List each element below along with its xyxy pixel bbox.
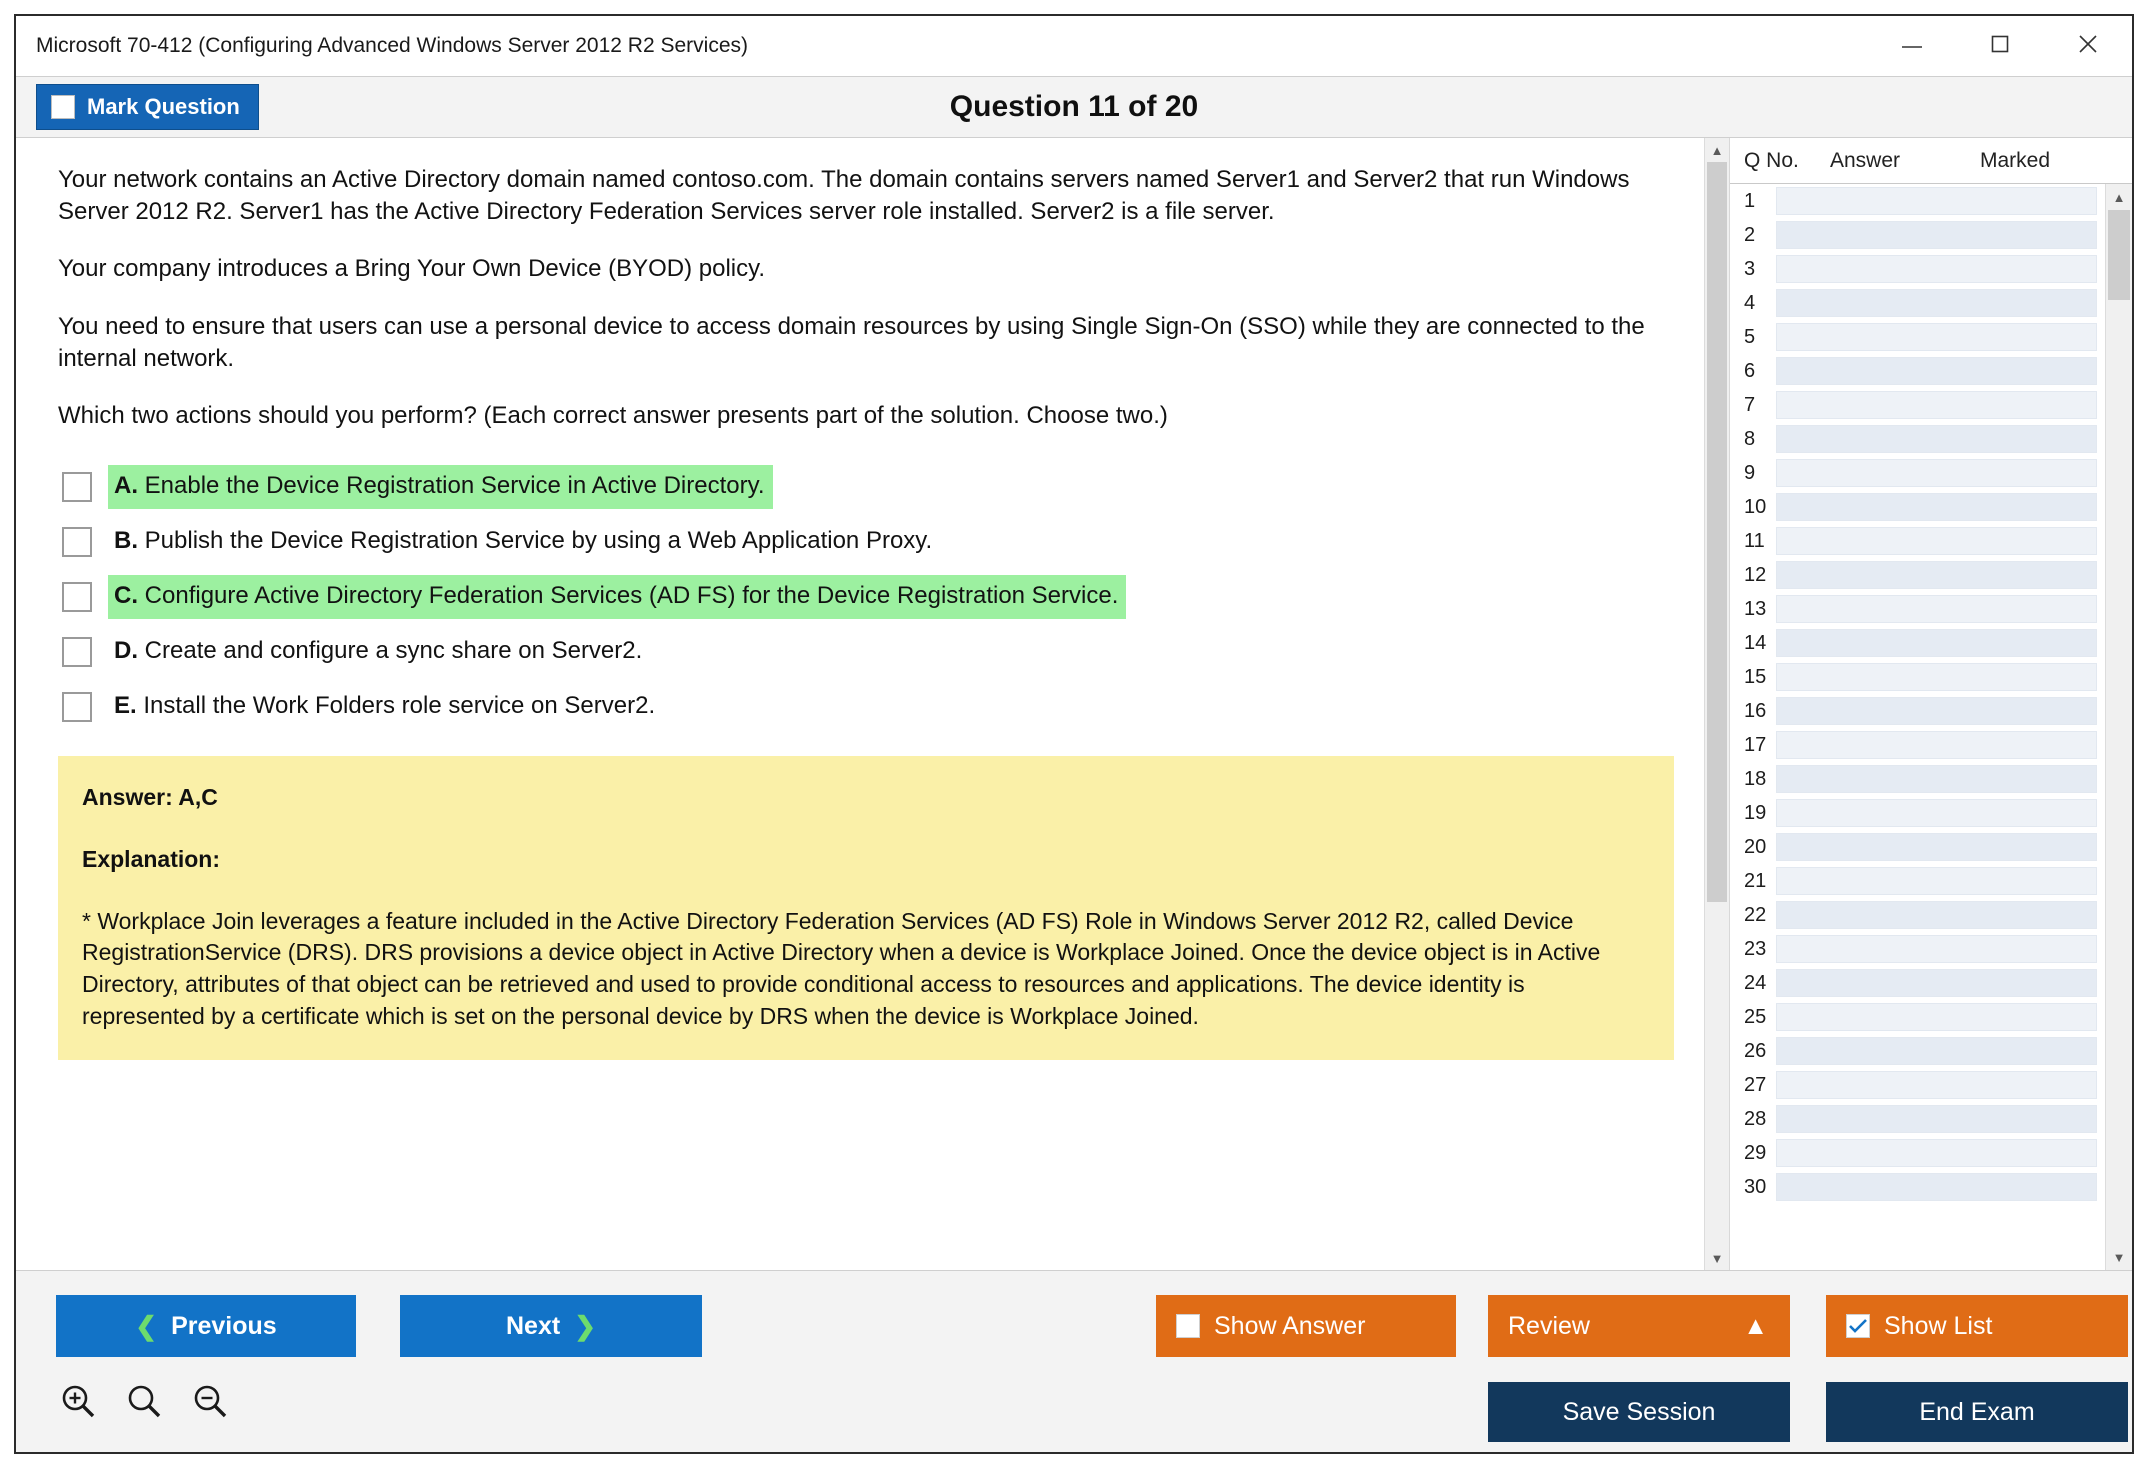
list-scroll-track[interactable] [2106,210,2132,1244]
question-list-row-number: 12 [1744,563,1767,586]
column-answer: Answer [1830,148,1901,172]
minimize-icon[interactable] [1868,16,1956,72]
question-list-row-status [1776,901,2097,929]
question-list-row-status [1776,425,2097,453]
scroll-thumb [1707,162,1727,902]
question-list-row-status [1776,323,2097,351]
column-qno: Q No. [1744,148,1799,172]
chevron-right-icon: ❯ [574,1310,596,1341]
question-list-row[interactable] [1730,320,2105,354]
question-list-row-number: 20 [1744,835,1767,858]
question-list-rows[interactable] [1730,184,2105,1270]
option-d-label: Create and configure a sync share on Server2. [144,637,643,665]
question-paragraph-1: Your network contains an Active Directory domain named contoso.com. The domain contains servers named Server1 and Server2 that run Windows Server 2012 R2. Server1 has the Active Directory Federation Services server role installed. Server2 is a file server. [58,166,1630,225]
option-b[interactable] [58,521,1674,563]
option-b-text [108,520,940,564]
option-a-text [108,465,773,509]
chevron-up-icon: ▲ [1743,1311,1768,1340]
question-list-row-number: 25 [1744,1005,1767,1028]
option-a-checkbox[interactable] [62,472,92,502]
question-list-row[interactable] [1730,728,2105,762]
question-list-row[interactable] [1730,1170,2105,1204]
question-list-row[interactable] [1730,524,2105,558]
question-pane [16,138,1730,1270]
answer-explanation-panel [58,756,1674,1060]
question-list-row-status [1776,493,2097,521]
question-list-row-number: 9 [1744,461,1756,484]
question-list-row-number: 10 [1744,495,1767,518]
question-list-row[interactable] [1730,796,2105,830]
question-list-row[interactable] [1730,388,2105,422]
question-counter: Question 11 of 20 [949,90,1199,123]
list-scroll-down-icon[interactable]: ▼ [2106,1244,2132,1270]
question-list-row-status [1776,255,2097,283]
question-list-row[interactable] [1730,558,2105,592]
question-list-row-number: 1 [1744,189,1756,212]
window-controls [1868,16,2132,76]
option-a-label: Enable the Device Registration Service in Active Directory. [144,472,765,500]
question-list-row-number: 26 [1744,1039,1767,1062]
column-marked: Marked [1980,148,2051,172]
option-e[interactable] [58,686,1674,728]
question-list-body [1730,184,2132,1270]
next-button[interactable] [400,1295,702,1357]
question-list-row[interactable] [1730,1136,2105,1170]
zoom-controls [56,1379,232,1423]
question-list-row[interactable] [1730,932,2105,966]
answer-line: Answer: A,C [82,784,218,811]
option-d-letter: D. [114,637,138,665]
question-list-row-number: 24 [1744,971,1767,994]
question-list-row-status [1776,1071,2097,1099]
close-icon[interactable] [2044,16,2132,72]
mark-question-button[interactable] [36,84,259,130]
question-list-row-status [1776,187,2097,215]
option-d-checkbox[interactable] [62,637,92,667]
question-list-row-number: 18 [1744,767,1767,790]
question-list-row[interactable] [1730,762,2105,796]
question-list-row-status [1776,1003,2097,1031]
option-d[interactable] [58,631,1674,673]
question-list-row-status [1776,357,2097,385]
question-list-row[interactable] [1730,354,2105,388]
question-paragraph-2: Your company introduces a Bring Your Own Device (BYOD) policy. [58,255,766,283]
question-list-row-status [1776,221,2097,249]
question-list-row-number: 19 [1744,801,1767,824]
exam-window [14,14,2134,1454]
question-list-row[interactable] [1730,286,2105,320]
zoom-reset-icon[interactable] [122,1379,166,1423]
option-c-label: Configure Active Directory Federation Services (AD FS) for the Device Registration Service. [144,582,1119,610]
question-list-row[interactable] [1730,626,2105,660]
question-list-row[interactable] [1730,898,2105,932]
review-label: Review [1508,1311,1590,1340]
end-exam-button[interactable] [1826,1382,2128,1442]
question-list-row-number: 16 [1744,699,1767,722]
question-list-row-number: 7 [1744,393,1756,416]
question-list-row[interactable] [1730,694,2105,728]
question-list-row[interactable] [1730,660,2105,694]
question-list-row-number: 8 [1744,427,1756,450]
question-list-row-status [1776,561,2097,589]
title-bar [16,16,2132,76]
question-list-row-status [1776,731,2097,759]
list-scroll-thumb [2108,210,2130,300]
window-title: Microsoft 70-412 (Configuring Advanced Windows Server 2012 R2 Services) [36,34,749,57]
question-list-row-status [1776,867,2097,895]
option-a[interactable] [58,466,1674,508]
question-list-row[interactable] [1730,422,2105,456]
show-list-label: Show List [1884,1311,1993,1340]
show-list-checkbox[interactable] [1846,1314,1870,1338]
explanation-label: Explanation: [82,845,221,872]
option-d-text [108,630,650,674]
previous-button[interactable] [56,1295,356,1357]
scroll-track[interactable] [1705,162,1729,1246]
question-list-row[interactable] [1730,1034,2105,1068]
question-list-row-number: 28 [1744,1107,1767,1130]
option-b-checkbox[interactable] [62,527,92,557]
option-b-letter: B. [114,527,138,555]
question-list-row-number: 17 [1744,733,1767,756]
question-list-row[interactable] [1730,1000,2105,1034]
question-list-row[interactable] [1730,184,2105,218]
question-list-row-status [1776,833,2097,861]
question-list-row-status [1776,629,2097,657]
question-list-row[interactable] [1730,830,2105,864]
question-list-row-number: 29 [1744,1141,1767,1164]
zoom-out-icon[interactable] [188,1379,232,1423]
mark-question-checkbox[interactable] [51,95,75,119]
question-list-row[interactable] [1730,490,2105,524]
question-header-bar [16,76,2132,138]
mark-question-label: Mark Question [87,94,240,119]
question-list-row-status [1776,1037,2097,1065]
question-list-row[interactable] [1730,1068,2105,1102]
question-list-row-status [1776,289,2097,317]
next-label: Next [506,1311,561,1340]
scroll-up-icon[interactable]: ▲ [1705,138,1729,162]
question-list-row-number: 11 [1744,529,1765,552]
question-list-header [1730,138,2132,184]
maximize-icon[interactable] [1956,16,2044,72]
question-list-panel [1730,138,2132,1270]
question-list-row-status [1776,527,2097,555]
explanation-text: * Workplace Join leverages a feature included in the Active Directory Federation Services (AD FS) Role in Windows Server 2012 R2, called Device RegistrationService (DRS). DRS provisions a device object in Active Directory when a device is Workplace Joined. Once the device object is in Active Directory, attributes of that object can be retrieved and used to provide conditional access to resources and applications. The device identity is represented by a certificate which is set on the personal device by DRS when the device is Workplace Joined. [82,907,1601,1029]
question-list-row-number: 5 [1744,325,1756,348]
question-list-row[interactable] [1730,864,2105,898]
option-e-text [108,685,663,729]
question-paragraph-4: Which two actions should you perform? (Each correct answer presents part of the solution. Choose two.) [58,402,1168,430]
option-a-letter: A. [114,472,138,500]
option-c-checkbox[interactable] [62,582,92,612]
question-list-row-status [1776,697,2097,725]
question-list-row[interactable] [1730,218,2105,252]
question-list-row-number: 21 [1744,869,1767,892]
option-e-checkbox[interactable] [62,692,92,722]
show-list-button[interactable] [1826,1295,2128,1357]
question-paragraph-3: You need to ensure that users can use a personal device to access domain resources by using Single Sign-On (SSO) while they are connected to the internal network. [58,313,1645,372]
answer-options [58,466,1674,728]
scroll-down-icon[interactable]: ▼ [1705,1246,1729,1270]
save-session-button[interactable] [1488,1382,1790,1442]
question-list-row-number: 15 [1744,665,1767,688]
question-list-scrollbar[interactable] [2105,184,2132,1270]
question-list-row[interactable] [1730,456,2105,490]
option-b-label: Publish the Device Registration Service by using a Web Application Proxy. [144,527,933,555]
question-list-row-number: 6 [1744,359,1756,382]
option-e-letter: E. [114,692,137,720]
question-content [16,138,1704,1270]
question-list-row-number: 27 [1744,1073,1767,1096]
zoom-in-icon[interactable] [56,1379,100,1423]
question-list-row[interactable] [1730,966,2105,1000]
question-list-row-status [1776,1173,2097,1201]
previous-label: Previous [171,1311,277,1340]
question-list-row[interactable] [1730,592,2105,626]
question-list-row-status [1776,595,2097,623]
question-list-row-number: 22 [1744,903,1767,926]
question-list-row[interactable] [1730,252,2105,286]
end-exam-label: End Exam [1919,1397,2035,1426]
question-list-row-status [1776,459,2097,487]
question-list-row-number: 30 [1744,1175,1767,1198]
question-scrollbar[interactable] [1704,138,1729,1270]
chevron-left-icon: ❮ [135,1310,158,1341]
show-answer-label: Show Answer [1214,1311,1366,1340]
footer-bar [16,1270,2132,1452]
question-list-row-number: 4 [1744,291,1756,314]
question-list-row-number: 13 [1744,597,1767,620]
question-list-row-number: 3 [1744,257,1756,280]
question-list-row-status [1776,391,2097,419]
option-c-text [108,575,1126,619]
question-list-row-status [1776,935,2097,963]
question-list-row-status [1776,663,2097,691]
option-e-label: Install the Work Folders role service on Server2. [143,692,656,720]
option-c-letter: C. [114,582,138,610]
question-list-row-status [1776,1139,2097,1167]
question-list-row-status [1776,799,2097,827]
question-list-row-status [1776,969,2097,997]
show-answer-checkbox[interactable] [1176,1314,1200,1338]
question-list-row-status [1776,1105,2097,1133]
show-answer-button[interactable] [1156,1295,1456,1357]
review-button[interactable] [1488,1295,1790,1357]
question-list-row[interactable] [1730,1102,2105,1136]
question-list-row-status [1776,765,2097,793]
question-list-row-number: 14 [1744,631,1767,654]
save-session-label: Save Session [1562,1397,1716,1426]
main-body [16,138,2132,1270]
question-list-row-number: 2 [1744,223,1756,246]
option-c[interactable] [58,576,1674,618]
list-scroll-up-icon[interactable]: ▲ [2106,184,2132,210]
question-list-row-number: 23 [1744,937,1767,960]
